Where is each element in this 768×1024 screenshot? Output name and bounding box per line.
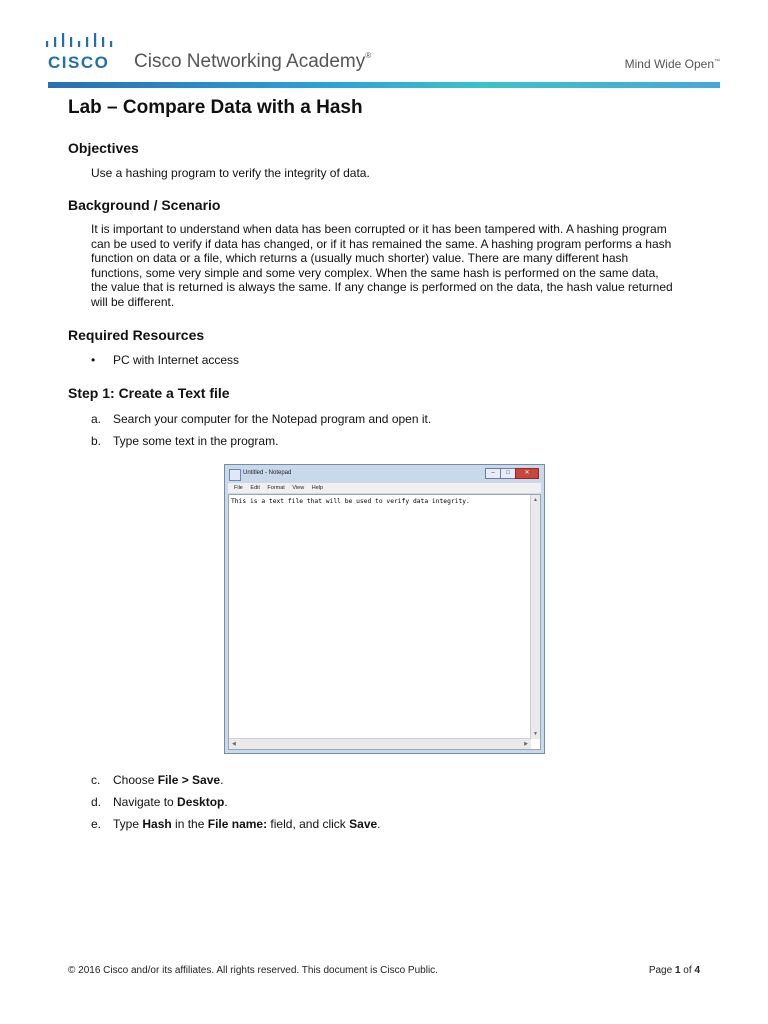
notepad-app-icon — [229, 469, 241, 481]
item-text: . — [220, 773, 224, 787]
footer-page-number — [649, 965, 700, 976]
registered-mark: ® — [365, 51, 372, 60]
trademark-mark: ™ — [714, 59, 720, 65]
item-bold-text: File > Save — [157, 773, 221, 787]
tagline-text: Mind Wide Open — [624, 57, 714, 71]
item-bold-text: Hash — [142, 817, 172, 831]
academy-name-text: Cisco Networking Academy — [134, 51, 366, 72]
background-line: functions, some very simple and some very complex. When the same hash is performed on the same data, — [91, 265, 659, 280]
item-text: field, and click — [267, 817, 350, 831]
academy-name — [134, 51, 371, 73]
resource-item — [91, 353, 239, 367]
resource-item-text: PC with Internet access — [113, 353, 240, 367]
scroll-right-icon[interactable]: ▶ — [524, 741, 528, 747]
objectives-text: Use a hashing program to verify the integrity of data. — [91, 166, 370, 180]
notepad-content: This is a text file that will be used to verify data integrity. — [231, 498, 470, 505]
menu-edit[interactable]: Edit — [250, 485, 260, 491]
background-line: will be different. — [91, 294, 175, 309]
step1-item-e — [91, 817, 381, 831]
item-text: Search your computer for the Notepad program and open it. — [113, 412, 432, 426]
item-text: in the — [171, 817, 208, 831]
item-text: . — [224, 795, 228, 809]
menu-format[interactable]: Format — [267, 485, 285, 491]
background-line: It is important to understand when data has been corrupted or it has been tampered with. A hashing program — [91, 222, 667, 236]
item-text: Navigate to — [113, 795, 178, 809]
vertical-scrollbar[interactable] — [530, 495, 540, 739]
item-text: Type some text in the program. — [113, 434, 279, 448]
page-of: of — [680, 965, 695, 976]
notepad-text-area[interactable] — [228, 494, 541, 750]
menu-view[interactable]: View — [292, 485, 305, 491]
background-heading: Background / Scenario — [68, 197, 221, 213]
item-marker: b. — [91, 434, 102, 448]
cisco-wordmark: CISCO — [48, 53, 110, 72]
step1-item-c — [91, 773, 223, 787]
footer-copyright: © 2016 Cisco and/or its affiliates. All rights reserved. This document is Cisco Public. — [68, 965, 438, 976]
scroll-left-icon[interactable]: ◀ — [232, 741, 236, 747]
item-bold-text: Save — [349, 817, 378, 831]
page-header — [0, 0, 768, 90]
notepad-screenshot — [224, 464, 545, 754]
notepad-titlebar — [229, 467, 541, 481]
minimize-icon[interactable]: – — [485, 468, 501, 479]
menu-file[interactable]: File — [234, 485, 243, 491]
item-bold-text: File name: — [207, 817, 268, 831]
scroll-up-icon[interactable]: ▲ — [533, 497, 538, 503]
step1-item-b — [91, 434, 278, 448]
page-current: 1 — [674, 965, 681, 976]
item-marker: e. — [91, 817, 102, 831]
tagline — [625, 57, 720, 71]
item-marker: c. — [91, 773, 101, 787]
background-line: function on data or a file, which returns a (usually much shorter) value. There are many different hash — [91, 251, 629, 266]
window-controls — [486, 468, 539, 479]
bullet-mark: • — [91, 353, 96, 367]
maximize-icon[interactable]: □ — [500, 468, 516, 479]
objectives-heading: Objectives — [68, 140, 139, 156]
scroll-down-icon[interactable]: ▼ — [533, 731, 538, 737]
step1-item-d — [91, 795, 228, 809]
menu-help[interactable]: Help — [311, 485, 324, 491]
horizontal-scrollbar[interactable] — [229, 738, 531, 749]
page-label: Page — [648, 965, 675, 976]
item-text: Type — [113, 817, 143, 831]
background-line: the value that is returned is always the same. If any change is performed on the data, the hash value returned — [91, 280, 673, 295]
page-title: Lab – Compare Data with a Hash — [68, 97, 363, 118]
item-bold-text: Desktop — [177, 795, 225, 809]
background-paragraph — [91, 222, 711, 310]
resources-heading: Required Resources — [68, 327, 205, 343]
item-marker: d. — [91, 795, 102, 809]
close-icon[interactable]: ✕ — [515, 468, 539, 479]
header-rule — [48, 82, 720, 88]
notepad-title: Untitled - Notepad — [243, 470, 292, 476]
step1-heading: Step 1: Create a Text file — [68, 385, 230, 401]
item-text: . — [377, 817, 381, 831]
step1-item-a — [91, 412, 431, 426]
cisco-logo-bars-icon — [46, 33, 116, 51]
item-text: Choose — [113, 773, 158, 787]
background-line: can be used to verify if data has changed, or if it has remained the same. A hashing program performs a hash — [91, 236, 672, 251]
item-marker: a. — [91, 412, 102, 426]
page-total: 4 — [694, 965, 700, 976]
notepad-menubar — [228, 483, 541, 493]
